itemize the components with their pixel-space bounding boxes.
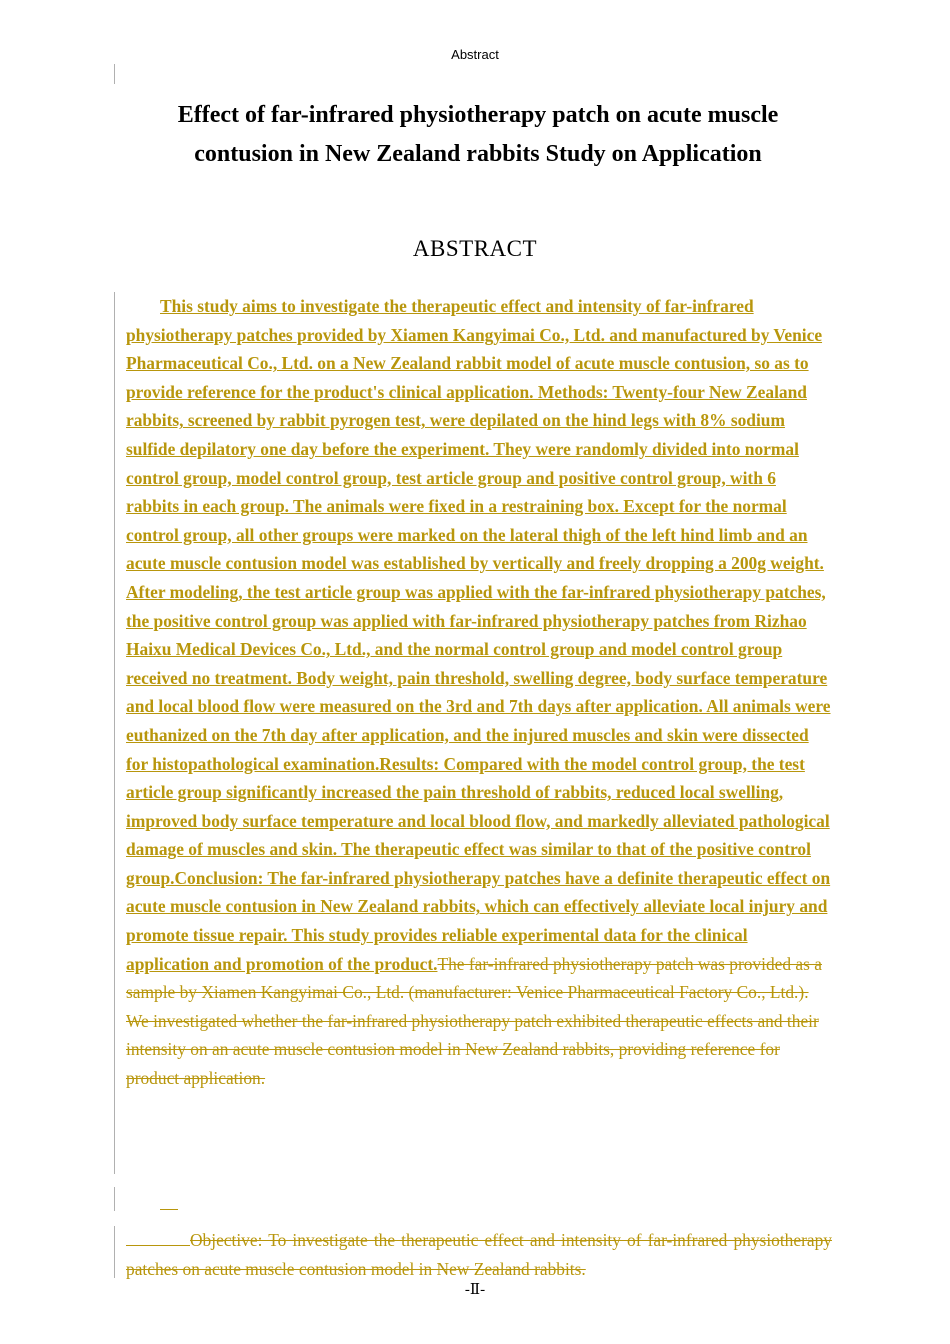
document-title (140, 96, 816, 174)
inserted-text: This study aims to investigate the therapeutic effect and intensity of far-infrared physiotherapy patches provided by Xiamen Kangyimai Co., Ltd. and manufactured by Venice Pharmaceutical Co., Ltd. on a New Zealand rabbit model of acute muscle contusion, so as to provide reference for the product's clinical application. Methods: Twenty-four New Zealand rabbits, screened by rabbit pyrogen test, were depilated on the hind legs with 8% sodium sulfide depilatory one day before the experiment. They were randomly divided into normal control group, model control group, test article group and positive control group, with 6 rabbits in each group. The animals were fixed in a restraining box. Except for the normal control group, all other groups were marked on the lateral thigh of the left hind limb and an acute muscle contusion model was established by vertically and freely dropping a 200g weight. After modeling, the test article group was applied with the far-infrared physiotherapy patches, the positive control group was applied with far-infrared physiotherapy patches from Rizhao Haixu Medical Devices Co., Ltd., and the normal control group and model control group received no treatment. Body weight, pain threshold, swelling degree, body surface temperature and local blood flow were measured on the 3rd and 7th days after application. All animals were euthanized on the 7th day after application, and the injured muscles and skin were dissected for histopathological examination.Results: Compared with the model control group, the test article group significantly increased the pain threshold of rabbits, reduced local swelling, improved body surface temperature and local blood flow, and markedly alleviated pathological damage of muscles and skin. The therapeutic effect was similar to that of the positive control group.Conclusion: The far-infrared physiotherapy patches have a definite therapeutic effect on acute muscle contusion in New Zealand rabbits, which can effectively alleviate local injury and promote tissue repair. This study provides reliable experimental data for the clinical application and promotion of the product. (126, 296, 831, 974)
page-header: Abstract (451, 47, 499, 62)
change-bar (114, 1187, 115, 1211)
change-bar (114, 64, 115, 84)
title-line-2: contusion in New Zealand rabbits Study on Application (194, 141, 762, 167)
objective-paragraph (126, 1226, 832, 1283)
inserted-blank (126, 1231, 190, 1246)
abstract-heading: ABSTRACT (412, 236, 538, 261)
change-bar (114, 292, 115, 1174)
page-number: -Ⅱ- (464, 1282, 486, 1298)
title-line-1: Effect of far-infrared physiotherapy patch on acute muscle (177, 102, 779, 128)
inserted-blank-mark (160, 1193, 178, 1210)
abstract-body (126, 292, 832, 1093)
deleted-objective-text: Objective: To investigate the therapeutic effect and intensity of far-infrared physiotherapy patches on acute muscle contusion model in New Zealand rabbits. (126, 1230, 832, 1279)
change-bar (114, 1226, 115, 1278)
deleted-text: The far-infrared physiotherapy patch was provided as a sample by Xiamen Kangyimai Co., Ltd. (manufacturer: Venice Pharmaceutical Factory Co., Ltd.). We investigated whether the far-infrared physiotherapy patch exhibited therapeutic effects and their intensity on an acute muscle contusion model in New Zealand rabbits, providing reference for product application. (126, 953, 822, 1089)
